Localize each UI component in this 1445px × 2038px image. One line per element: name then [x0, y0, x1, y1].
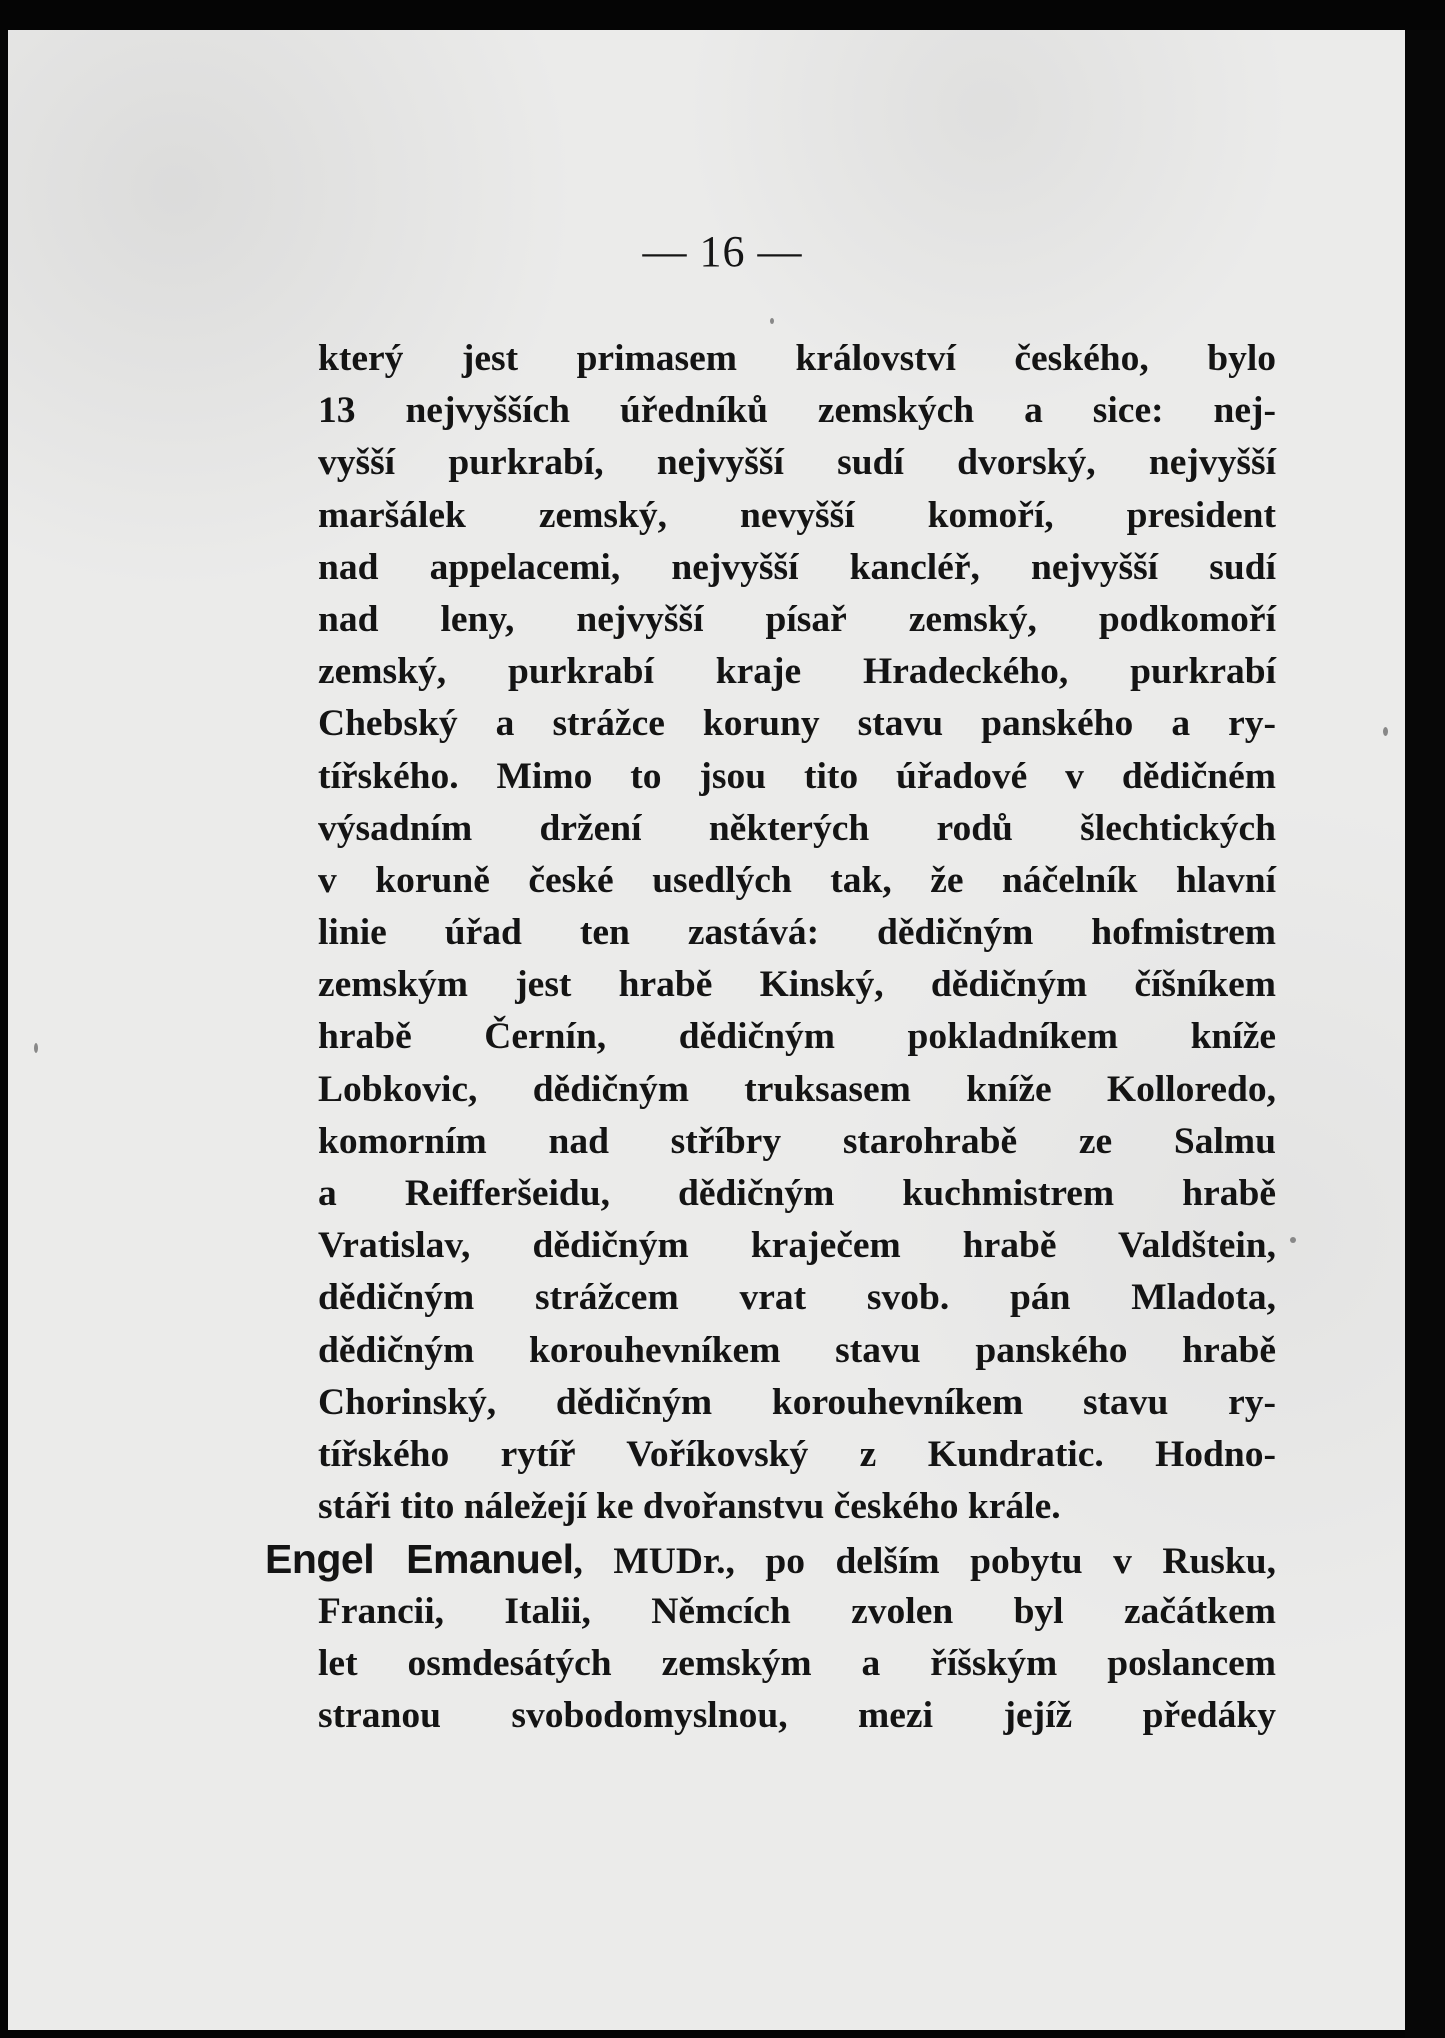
text-line: který jest primasem království českého, bylo [318, 338, 1276, 379]
text-line: dědičným strážcem vrat svob. pán Mladota, [318, 1277, 1276, 1319]
text-line: stáři tito náležejí ke dvořanstvu českého krále. [318, 1486, 1061, 1528]
entry-first-line [265, 1533, 1276, 1585]
text-line: v koruně české usedlých tak, že náčelník hlavní [318, 859, 1276, 901]
entry-line: Francii, Italii, Němcích zvolen byl začátkem [318, 1590, 1276, 1632]
text-line: Lobkovic, dědičným truksasem kníže Kolloredo, [318, 1068, 1276, 1110]
text-line: zemský, purkrabí kraje Hradeckého, purkrabí [318, 651, 1276, 693]
text-line: linie úřad ten zastává: dědičným hofmistrem [318, 912, 1276, 954]
text-line: maršálek zemský, nevyšší komoří, president [318, 494, 1276, 536]
text-line: Chebský a strážce koruny stavu panského a ry- [318, 703, 1276, 745]
text-line: zemským jest hrabě Kinský, dědičným číšníkem [318, 964, 1276, 1006]
entry-line: let osmdesátých zemským a říšským poslancem [318, 1642, 1276, 1684]
entry-name: Engel Emanuel [265, 1536, 574, 1583]
page-edge-shadow [1405, 30, 1445, 2038]
text-line: dědičným korouhevníkem stavu panského hrabě [318, 1329, 1276, 1371]
text-line: nad leny, nejvyšší písař zemský, podkomoří [318, 598, 1276, 640]
text-line: tířského rytíř Voříkovský z Kundratic. Hodno- [318, 1433, 1276, 1475]
paper-speck [1290, 1237, 1296, 1243]
text-line: vyšší purkrabí, nejvyšší sudí dvorský, nejvyšší [318, 442, 1276, 484]
entry-first-line-rest: , MUDr., po delším pobytu v Rusku, [573, 1541, 1276, 1583]
text-line: nad appelacemi, nejvyšší kancléř, nejvyšší sudí [318, 546, 1276, 588]
text-line: a Reifferšeidu, dědičným kuchmistrem hrabě [318, 1173, 1276, 1214]
paper-speck [770, 318, 774, 324]
paper-speck [34, 1043, 38, 1053]
text-line: 13 nejvyšších úředníků zemských a sice: nej- [318, 390, 1276, 432]
text-line: tířského. Mimo to jsou tito úřadové v dědičném [318, 755, 1276, 797]
text-line: Chorinský, dědičným korouhevníkem stavu ry- [318, 1381, 1276, 1423]
text-line: hrabě Černín, dědičným pokladníkem kníže [318, 1016, 1276, 1058]
page-number: — 16 — [642, 227, 803, 276]
body-text [265, 333, 1276, 1742]
text-line: výsadním držení některých rodů šlechtických [318, 807, 1276, 849]
text-line: komorním nad stříbry starohrabě ze Salmu [318, 1120, 1276, 1162]
text-line: Vratislav, dědičným kraječem hrabě Valdštein, [318, 1225, 1276, 1267]
entry-line: stranou svobodomyslnou, mezi jejíž předáky [318, 1694, 1276, 1736]
paper-speck [1383, 727, 1388, 736]
